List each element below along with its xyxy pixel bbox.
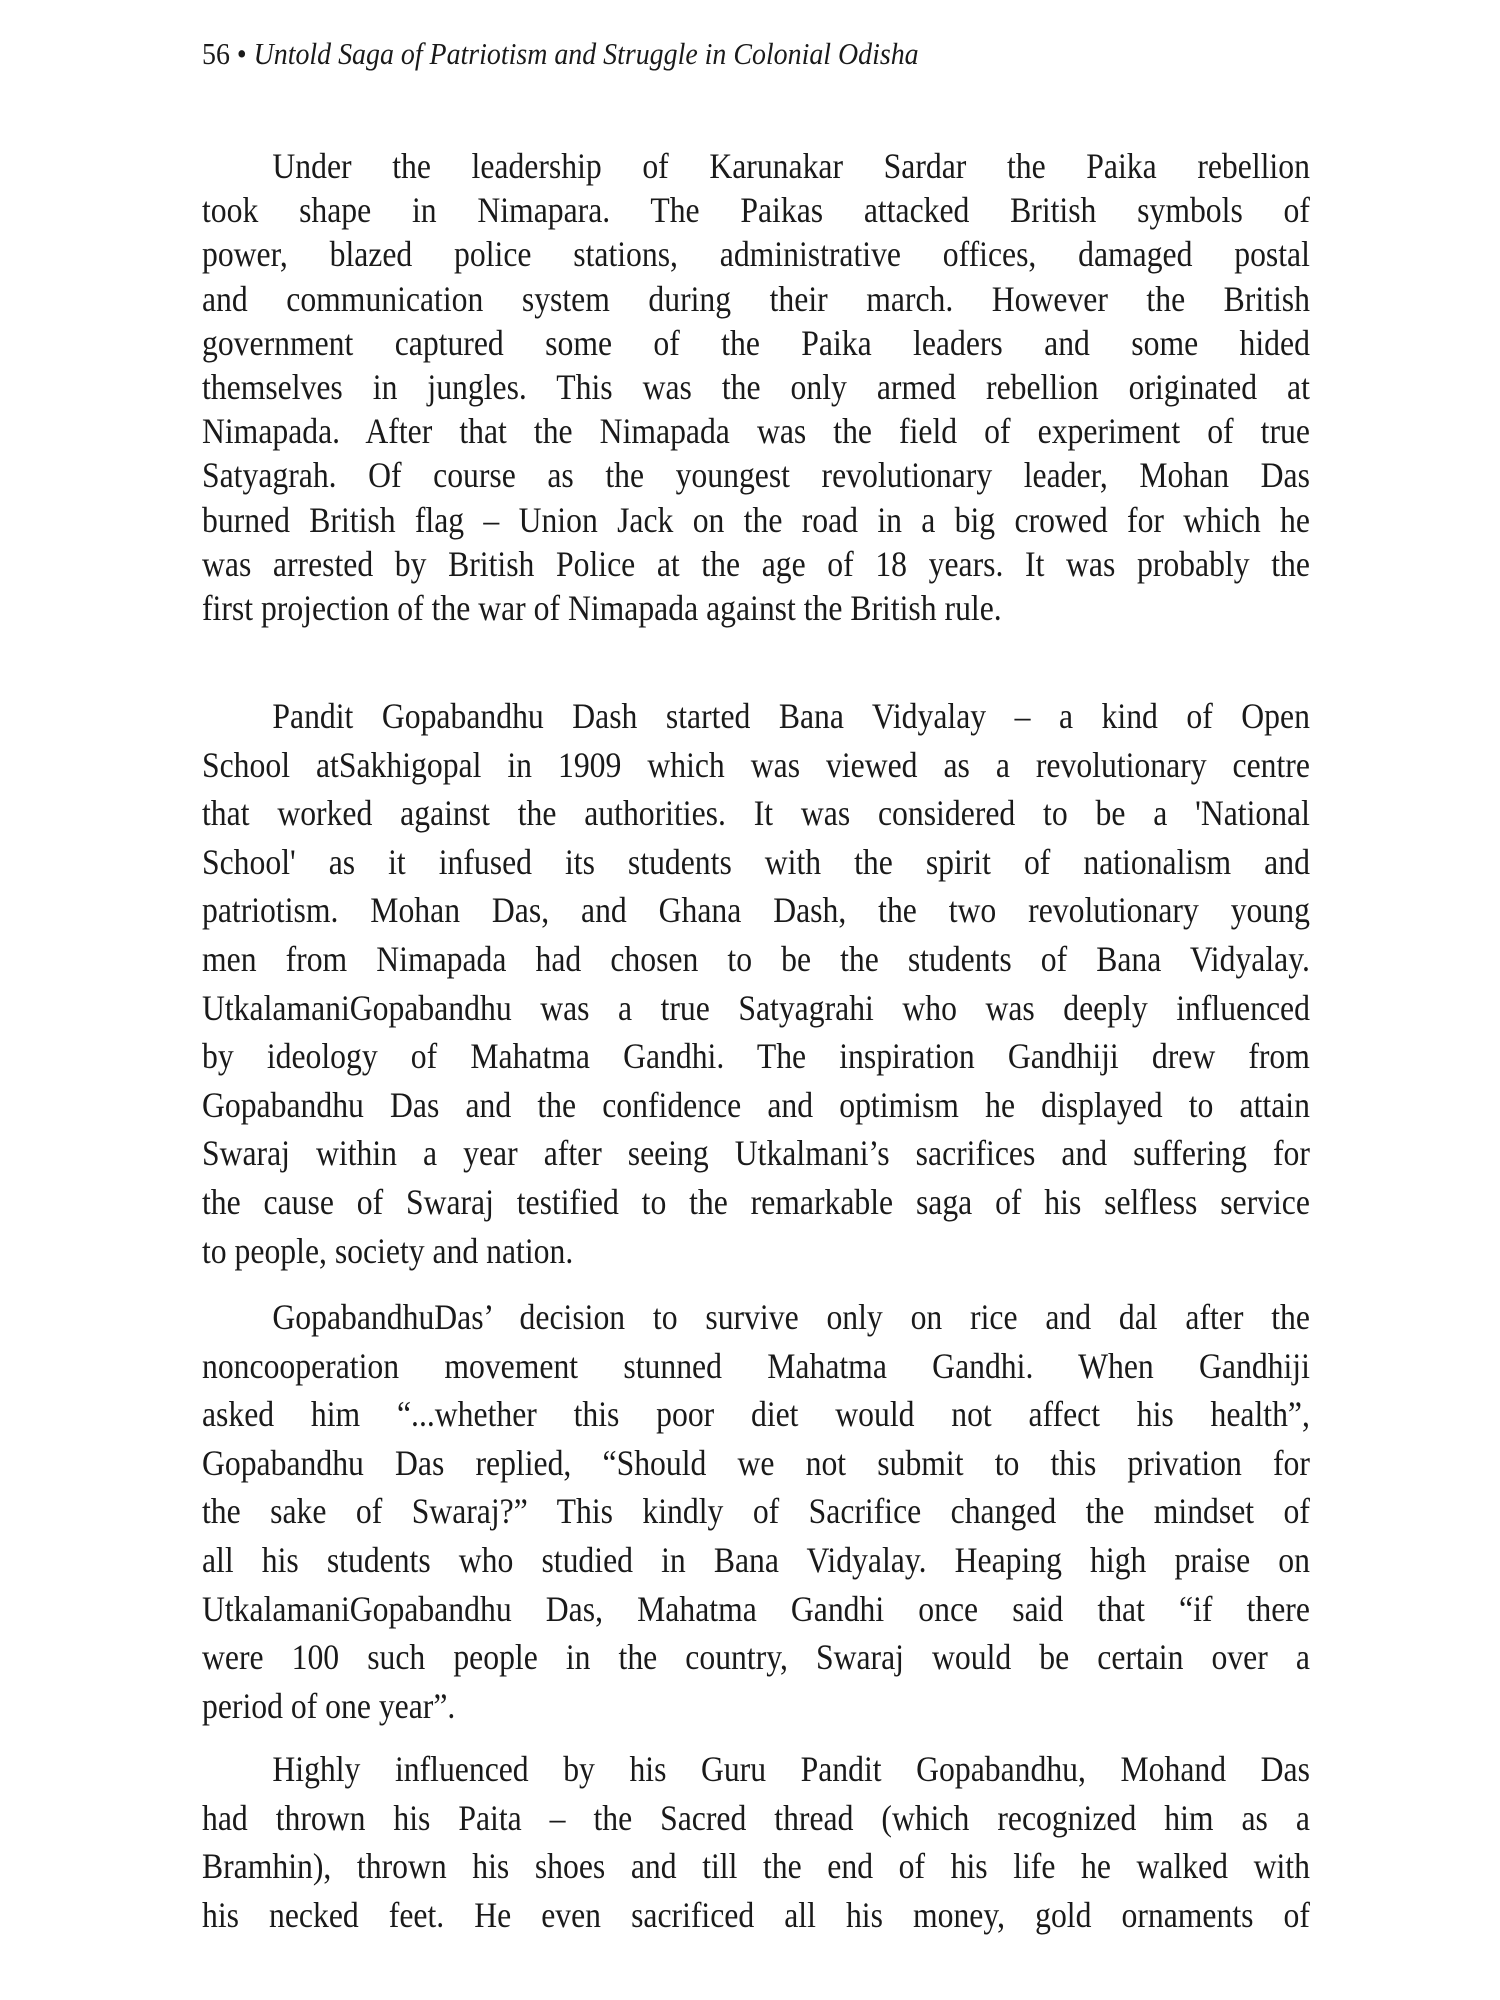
text-line: noncooperation movement stunned Mahatma Gandhi. When Gandhiji — [202, 1345, 1310, 1386]
text-line: Nimapada. After that the Nimapada was the field of experiment of true — [202, 411, 1310, 452]
text-line: by ideology of Mahatma Gandhi. The inspiration Gandhiji drew from — [202, 1036, 1310, 1077]
text-line: his necked feet. He even sacrificed all his money, gold ornaments of — [202, 1894, 1310, 1935]
paragraph — [202, 1293, 1310, 1730]
text-line: GopabandhuDas’ decision to survive only on rice and dal after the — [272, 1297, 1310, 1337]
text-line: all his students who studied in Bana Vidyalay. Heaping high praise on — [202, 1539, 1310, 1580]
text-line: to people, society and nation. — [202, 1230, 574, 1271]
text-line: Satyagrah. Of course as the youngest revolutionary leader, Mohan Das — [202, 455, 1310, 496]
text-line: power, blazed police stations, administrative offices, damaged postal — [202, 234, 1310, 275]
page-number: 56 — [202, 36, 230, 71]
text-line: Gopabandhu Das replied, “Should we not submit to this privation for — [202, 1442, 1310, 1483]
text-line: Pandit Gopabandhu Dash started Bana Vidyalay – a kind of Open — [272, 696, 1310, 736]
text-line: was arrested by British Police at the age of 18 years. It was probably the — [202, 543, 1310, 584]
text-line: asked him “...whether this poor diet would not affect his health”, — [202, 1394, 1310, 1435]
text-line: Swaraj within a year after seeing Utkalmani’s sacrifices and suffering for — [202, 1133, 1310, 1174]
text-line: UtkalamaniGopabandhu Das, Mahatma Gandhi once said that “if there — [202, 1588, 1310, 1629]
text-line: took shape in Nimapara. The Paikas attacked British symbols of — [202, 190, 1310, 231]
paragraph — [202, 1745, 1310, 1939]
text-line: were 100 such people in the country, Swaraj would be certain over a — [202, 1637, 1310, 1678]
text-line: period of one year”. — [202, 1685, 456, 1726]
book-title: Untold Saga of Patriotism and Struggle in Colonial Odisha — [253, 36, 919, 71]
text-line: patriotism. Mohan Das, and Ghana Dash, the two revolutionary young — [202, 890, 1310, 931]
text-line: Gopabandhu Das and the confidence and optimism he displayed to attain — [202, 1084, 1310, 1125]
text-line: Highly influenced by his Guru Pandit Gopabandhu, Mohand Das — [272, 1749, 1310, 1789]
text-line: that worked against the authorities. It was considered to be a 'National — [202, 793, 1310, 834]
text-line: School' as it infused its students with the spirit of nationalism and — [202, 841, 1310, 882]
running-header — [202, 34, 919, 74]
text-line: had thrown his Paita – the Sacred thread (which recognized him as a — [202, 1797, 1310, 1838]
text-line: government captured some of the Paika leaders and some hided — [202, 322, 1310, 363]
text-line: men from Nimapada had chosen to be the students of Bana Vidyalay. — [202, 938, 1310, 979]
header-separator: • — [236, 36, 247, 71]
text-line: first projection of the war of Nimapada against the British rule. — [202, 587, 1002, 628]
text-line: and communication system during their march. However the British — [202, 278, 1310, 319]
text-line: the sake of Swaraj?” This kindly of Sacrifice changed the mindset of — [202, 1491, 1310, 1532]
paragraph — [202, 144, 1310, 630]
text-line: themselves in jungles. This was the only armed rebellion originated at — [202, 366, 1310, 407]
paragraph — [202, 692, 1310, 1275]
text-line: Bramhin), thrown his shoes and till the end of his life he walked with — [202, 1846, 1310, 1887]
text-line: UtkalamaniGopabandhu was a true Satyagrahi who was deeply influenced — [202, 987, 1310, 1028]
text-line: burned British flag – Union Jack on the road in a big crowed for which he — [202, 499, 1310, 540]
text-line: School atSakhigopal in 1909 which was viewed as a revolutionary centre — [202, 744, 1310, 785]
text-line: the cause of Swaraj testified to the remarkable saga of his selfless service — [202, 1181, 1310, 1222]
text-line: Under the leadership of Karunakar Sardar the Paika rebellion — [272, 146, 1310, 186]
